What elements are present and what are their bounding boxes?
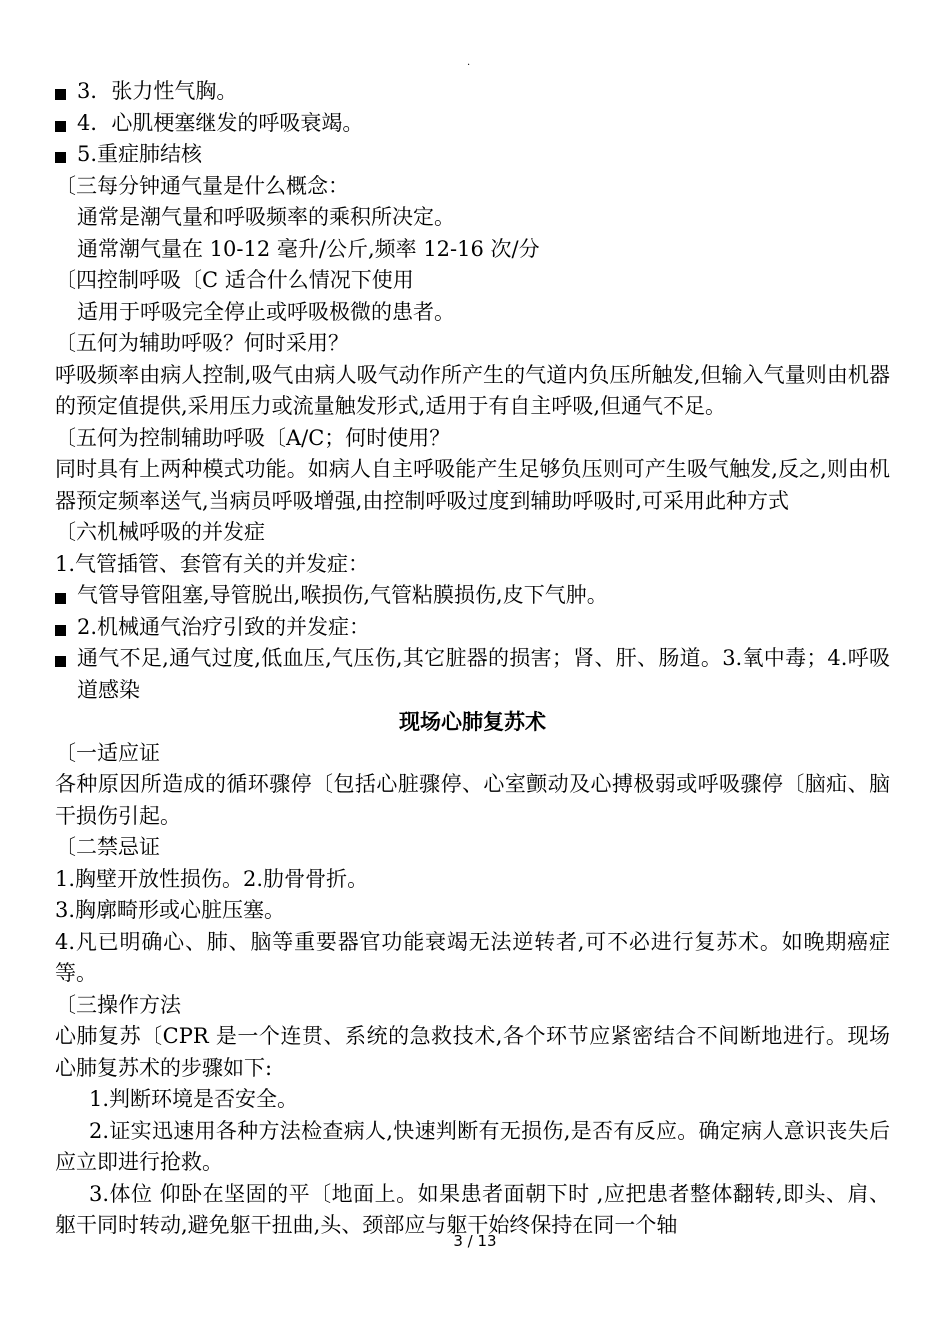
paragraph: 3.体位 仰卧在坚固的平〔地面上。如果患者面朝下时 ,应把患者整体翻转,即头、肩、躯干同时转动,避免躯干扭曲,头、颈部应与躯干始终保持在同一个轴 [55,1181,890,1237]
text-line: 3.胸廓畸形或心脏压塞。 [55,898,286,922]
text-line: 1.判断环境是否安全。 [89,1087,299,1111]
page-title: 现场心肺复苏术 [399,709,546,734]
paragraph: 2.证实迅速用各种方法检查病人,快速判断有无损伤,是否有反应。确定病人意识丧失后应立即进行抢救。 [55,1118,890,1174]
bullet-item [55,612,890,644]
section-heading: 〔六机械呼吸的并发症 [55,520,265,544]
paragraph: 各种原因所造成的循环骤停〔包括心脏骤停、心室颤动及心搏极弱或呼吸骤停〔脑疝、脑干损伤引起。 [55,772,890,828]
text-line: 4．心肌梗塞继发的呼吸衰竭。 [77,110,364,135]
top-mark: . [467,57,471,68]
square-bullet-icon [55,593,66,604]
text-line: 2.机械通气治疗引致的并发症： [77,614,371,639]
text-line: 气管导管阻塞,导管脱出,喉损伤,气管粘膜损伤,皮下气肿。 [77,583,608,607]
text-line: 5.重症肺结核 [77,142,203,166]
document-body [55,76,890,1242]
bullet-item [55,139,890,171]
text-line: 适用于呼吸完全停止或呼吸极微的患者。 [77,299,455,324]
bullet-item [55,580,890,612]
section-heading: 〔五何为辅助呼吸？何时采用？ [55,331,349,355]
text-line: 1.气管插管、套管有关的并发症： [55,551,370,576]
square-bullet-icon [55,89,66,100]
square-bullet-icon [55,625,66,636]
text-line: 通常潮气量在 10-12 毫升/公斤,频率 12-16 次/分 [77,236,540,261]
bullet-item [55,643,890,706]
text-line: 通常是潮气量和呼吸频率的乘积所决定。 [77,205,455,229]
paragraph: 心肺复苏〔CPR 是一个连贯、系统的急救技术,各个环节应紧密结合不间断地进行。现场心肺复苏术的步骤如下: [55,1024,890,1080]
square-bullet-icon [55,152,66,163]
square-bullet-icon [55,656,66,667]
paragraph: 4.凡已明确心、肺、脑等重要器官功能衰竭无法逆转者,可不必进行复苏术。如晚期癌症等。 [55,929,890,985]
section-heading: 〔三操作方法 [55,992,181,1017]
bullet-item [55,76,890,108]
square-bullet-icon [55,121,66,132]
section-heading: 〔五何为控制辅助呼吸〔A/C；何时使用？ [55,425,451,450]
section-heading: 〔一适应证 [55,740,160,765]
section-heading: 〔二禁忌证 [55,835,160,859]
bullet-item [55,108,890,140]
text-line: 通气不足,通气过度,低血压,气压伤,其它脏器的损害；肾、肝、肠道。3.氧中毒；4.呼吸道感染 [77,646,890,702]
paragraph: 呼吸频率由病人控制,吸气由病人吸气动作所产生的气道内负压所触发,但输入气量则由机器的预定值提供,采用压力或流量触发形式,适用于有自主呼吸,但通气不足。 [55,362,890,418]
page-number: 3 / 13 [453,1232,497,1250]
section-heading: 〔四控制呼吸〔C 适合什么情况下使用 [55,268,414,292]
paragraph: 同时具有上两种模式功能。如病人自主呼吸能产生足够负压则可产生吸气触发,反之,则由机器预定频率送气,当病员呼吸增强,由控制呼吸过度到辅助呼吸时,可采用此种方式 [55,457,890,513]
text-line: 3．张力性气胸。 [77,79,238,103]
text-line: 1.胸壁开放性损伤。2.肋骨骨折。 [55,866,369,891]
section-heading: 〔三每分钟通气量是什么概念： [55,173,349,198]
